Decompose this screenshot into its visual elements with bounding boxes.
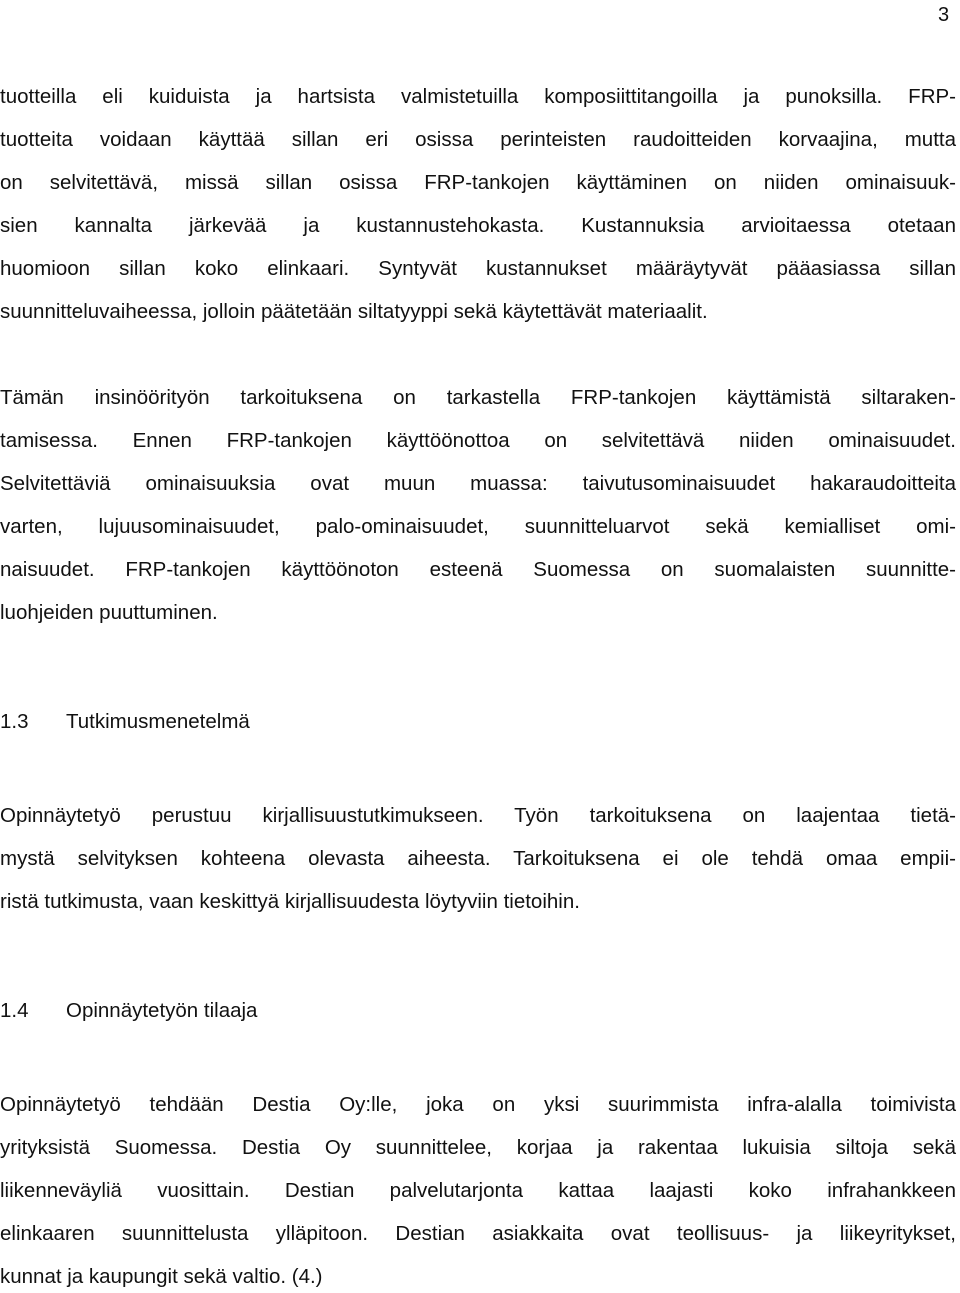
text-line: ristä tutkimusta, vaan keskittyä kirjallisuudesta löytyviin tietoihin. <box>0 890 580 913</box>
text-line: elinkaaren suunnittelusta ylläpitoon. Destian asiakkaita ovat teollisuus- ja liikeyritykset, <box>0 1222 956 1245</box>
section-title: Opinnäytetyön tilaaja <box>66 999 258 1022</box>
section-heading-1-4 <box>0 997 257 1025</box>
text-line: Opinnäytetyö perustuu kirjallisuustutkimukseen. Työn tarkoituksena on laajentaa tietä- <box>0 804 956 827</box>
text-line: liikenneväyliä vuosittain. Destian palvelutarjonta kattaa laajasti koko infrahankkeen <box>0 1179 956 1202</box>
section-title: Tutkimusmenetelmä <box>66 710 250 733</box>
text-line: naisuudet. FRP-tankojen käyttöönoton esteenä Suomessa on suomalaisten suunnitte- <box>0 558 956 581</box>
text-line: on selvitettävä, missä sillan osissa FRP-tankojen käyttäminen on niiden ominaisuuk- <box>0 171 956 194</box>
text-line: suunnitteluvaiheessa, jolloin päätetään siltatyyppi sekä käytettävät materiaalit. <box>0 300 708 323</box>
text-line: varten, lujuusominaisuudet, palo-ominaisuudet, suunnitteluarvot sekä kemialliset omi- <box>0 515 956 538</box>
text-line: Tämän insinöörityön tarkoituksena on tarkastella FRP-tankojen käyttämistä siltaraken- <box>0 386 956 409</box>
text-line: tuotteilla eli kuiduista ja hartsista valmistetuilla komposiittitangoilla ja punoksilla. FRP- <box>0 85 956 108</box>
section-number: 1.4 <box>0 999 29 1022</box>
page-number: 3 <box>938 4 950 26</box>
text-line: mystä selvityksen kohteena olevasta aiheesta. Tarkoituksena ei ole tehdä omaa empii- <box>0 847 956 870</box>
section-number: 1.3 <box>0 710 29 733</box>
text-line: luohjeiden puuttuminen. <box>0 601 218 624</box>
section-heading-1-3 <box>0 708 250 736</box>
text-line: tamisessa. Ennen FRP-tankojen käyttöönottoa on selvitettävä niiden ominaisuudet. <box>0 429 956 452</box>
text-line: kunnat ja kaupungit sekä valtio. (4.) <box>0 1265 323 1288</box>
text-line: Selvitettäviä ominaisuuksia ovat muun muassa: taivutusominaisuudet hakaraudoitteita <box>0 472 956 495</box>
text-line: Opinnäytetyö tehdään Destia Oy:lle, joka on yksi suurimmista infra-alalla toimivista <box>0 1093 956 1116</box>
text-line: sien kannalta järkevää ja kustannustehokasta. Kustannuksia arvioitaessa otetaan <box>0 214 956 237</box>
text-line: huomioon sillan koko elinkaari. Syntyvät kustannukset määräytyvät pääasiassa sillan <box>0 257 956 280</box>
text-line: tuotteita voidaan käyttää sillan eri osissa perinteisten raudoitteiden korvaajina, mutta <box>0 128 956 151</box>
text-line: yrityksistä Suomessa. Destia Oy suunnittelee, korjaa ja rakentaa lukuisia siltoja sekä <box>0 1136 956 1159</box>
